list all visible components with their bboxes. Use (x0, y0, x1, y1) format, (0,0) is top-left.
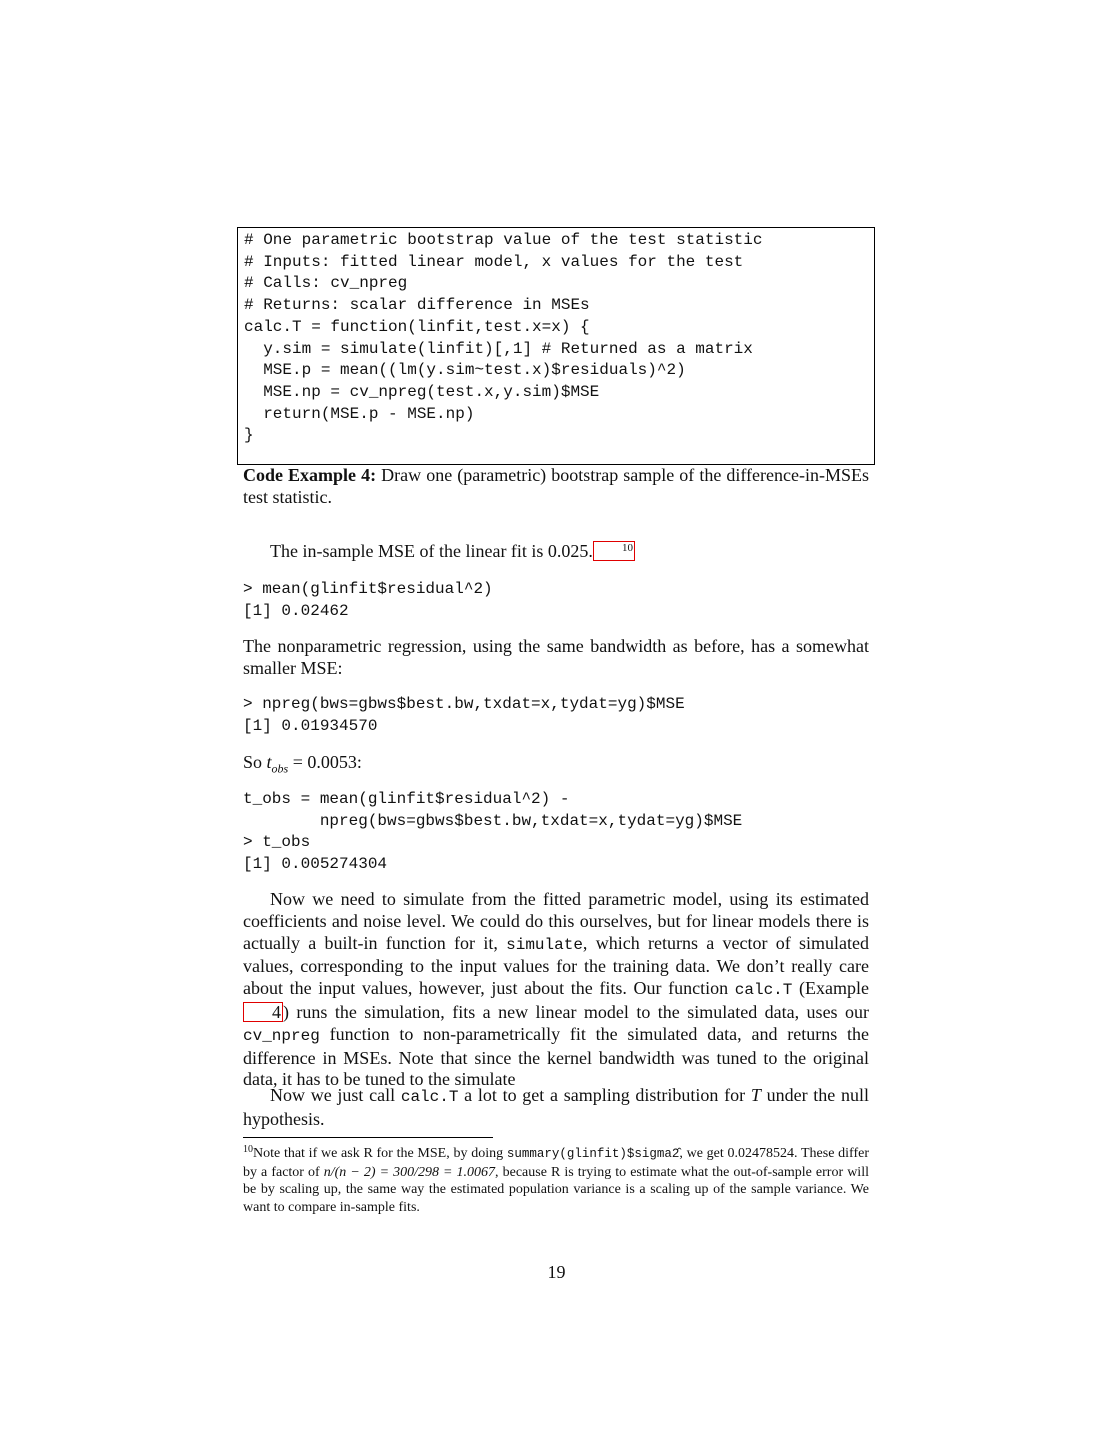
code-line: [1] 0.02462 (243, 601, 349, 620)
code-line: npreg(bws=gbws$best.bw,txdat=x,tydat=yg)$MSE (243, 811, 743, 830)
text: ) runs the simulation, fits a new linear model to the simulated data, uses our (283, 1001, 869, 1022)
code-example-caption (243, 465, 869, 509)
text: under the null hypothesis. (243, 1085, 869, 1129)
code-line: # Returns: scalar difference in MSEs (244, 296, 590, 315)
code-line: return(MSE.p - MSE.np) (244, 404, 475, 423)
code-line: > npreg(bws=gbws$best.bw,txdat=x,tydat=yg)$MSE (243, 695, 685, 713)
text: (Example (792, 978, 869, 999)
text: Note that if we ask R for the MSE, by doing (253, 1146, 507, 1161)
code-output-npreg (243, 694, 869, 737)
text: , because R is trying to estimate what the out-of-sample error will be by scaling up, the same way the estimated population variance is a scaling up of the sample variance. We want to compare in-sample fits. (243, 1164, 869, 1215)
paragraph-in-sample-mse (243, 541, 869, 563)
footnote-ref: 10 (621, 542, 633, 554)
footnote-10 (243, 1141, 869, 1216)
code-line: # Calls: cv_npreg (244, 274, 408, 293)
code-line: calc.T = function(linfit,test.x=x) { (244, 317, 590, 336)
code-example-box (237, 227, 875, 465)
code-output-t-obs (243, 789, 869, 876)
paragraph-simulate (243, 889, 869, 1091)
code-line: [1] 0.005274304 (243, 855, 388, 874)
text: So (243, 752, 267, 772)
code-line: [1] 0.01934570 (243, 716, 378, 735)
footnote-divider (243, 1137, 493, 1138)
code-line: MSE.np = cv_npreg(test.x,y.sim)$MSE (244, 382, 600, 401)
inline-code: summary(glinfit)$sigma2̂ (506, 1147, 680, 1161)
code-line: y.sim = simulate(linfit)[,1] # Returned as a matrix (244, 339, 753, 358)
code-line: > t_obs (243, 833, 311, 852)
text: , we get 0.02478524. These differ by a factor of (243, 1146, 869, 1180)
math-expression: n/(n − 2) = 300/298 = 1.0067 (323, 1164, 496, 1180)
paragraph-text: The in-sample MSE of the linear fit is 0.025. (270, 541, 593, 561)
text: a lot to get a sampling distribution for (458, 1085, 751, 1105)
code-line: t_obs = mean(glinfit$residual^2) - (243, 790, 570, 808)
footnote-number: 10 (243, 1144, 253, 1155)
paragraph-call-calc-t (243, 1085, 869, 1131)
footnote-link[interactable] (593, 541, 635, 561)
text: function to non-parametrically fit the simulated data, and returns the difference in MSEs. Note that since the kernel bandwidth was tuned to the original data, it has to be tuned to the simulate (243, 1023, 869, 1090)
paragraph-t-obs (243, 752, 869, 780)
code-line: } (244, 426, 254, 445)
example-ref-link[interactable]: 4 (243, 1002, 283, 1022)
inline-code: simulate (506, 935, 583, 954)
code-line: # Inputs: fitted linear model, x values for the test (244, 252, 744, 271)
code-line: > mean(glinfit$residual^2) (243, 580, 493, 598)
math-var: T (750, 1085, 761, 1105)
page-number: 19 (547, 1262, 566, 1282)
inline-code: calc.T (734, 981, 793, 1000)
code-line: # One parametric bootstrap value of the test statistic (244, 231, 763, 249)
inline-code: cv_npreg (243, 1026, 320, 1045)
paragraph-text: The nonparametric regression, using the same bandwidth as before, has a somewhat smaller MSE: (243, 636, 869, 678)
paragraph-nonparametric (243, 636, 869, 680)
text: = 0.0053: (288, 752, 362, 772)
code-line: MSE.p = mean((lm(y.sim~test.x)$residuals)^2) (244, 361, 686, 380)
inline-code: calc.T (400, 1088, 459, 1106)
code-output-mean (243, 579, 869, 622)
math-var: t (266, 752, 272, 772)
text: Now we just call (270, 1085, 401, 1105)
text: Now we need to simulate from the fitted parametric model, using its estimated coefficients and noise level. We could do this ourselves, but for linear models there is actually a built-in function for it, (243, 889, 869, 953)
text: , which returns a vector of simulated values, corresponding to the input values for the training data. We don’t really care about the input values, however, just about the fits. Our function (243, 932, 870, 999)
caption-text: Draw one (parametric) bootstrap sample of the difference-in-MSEs test statistic. (243, 465, 870, 507)
math-subscript: obs (271, 761, 289, 776)
caption-label: Code Example 4: (243, 465, 377, 485)
